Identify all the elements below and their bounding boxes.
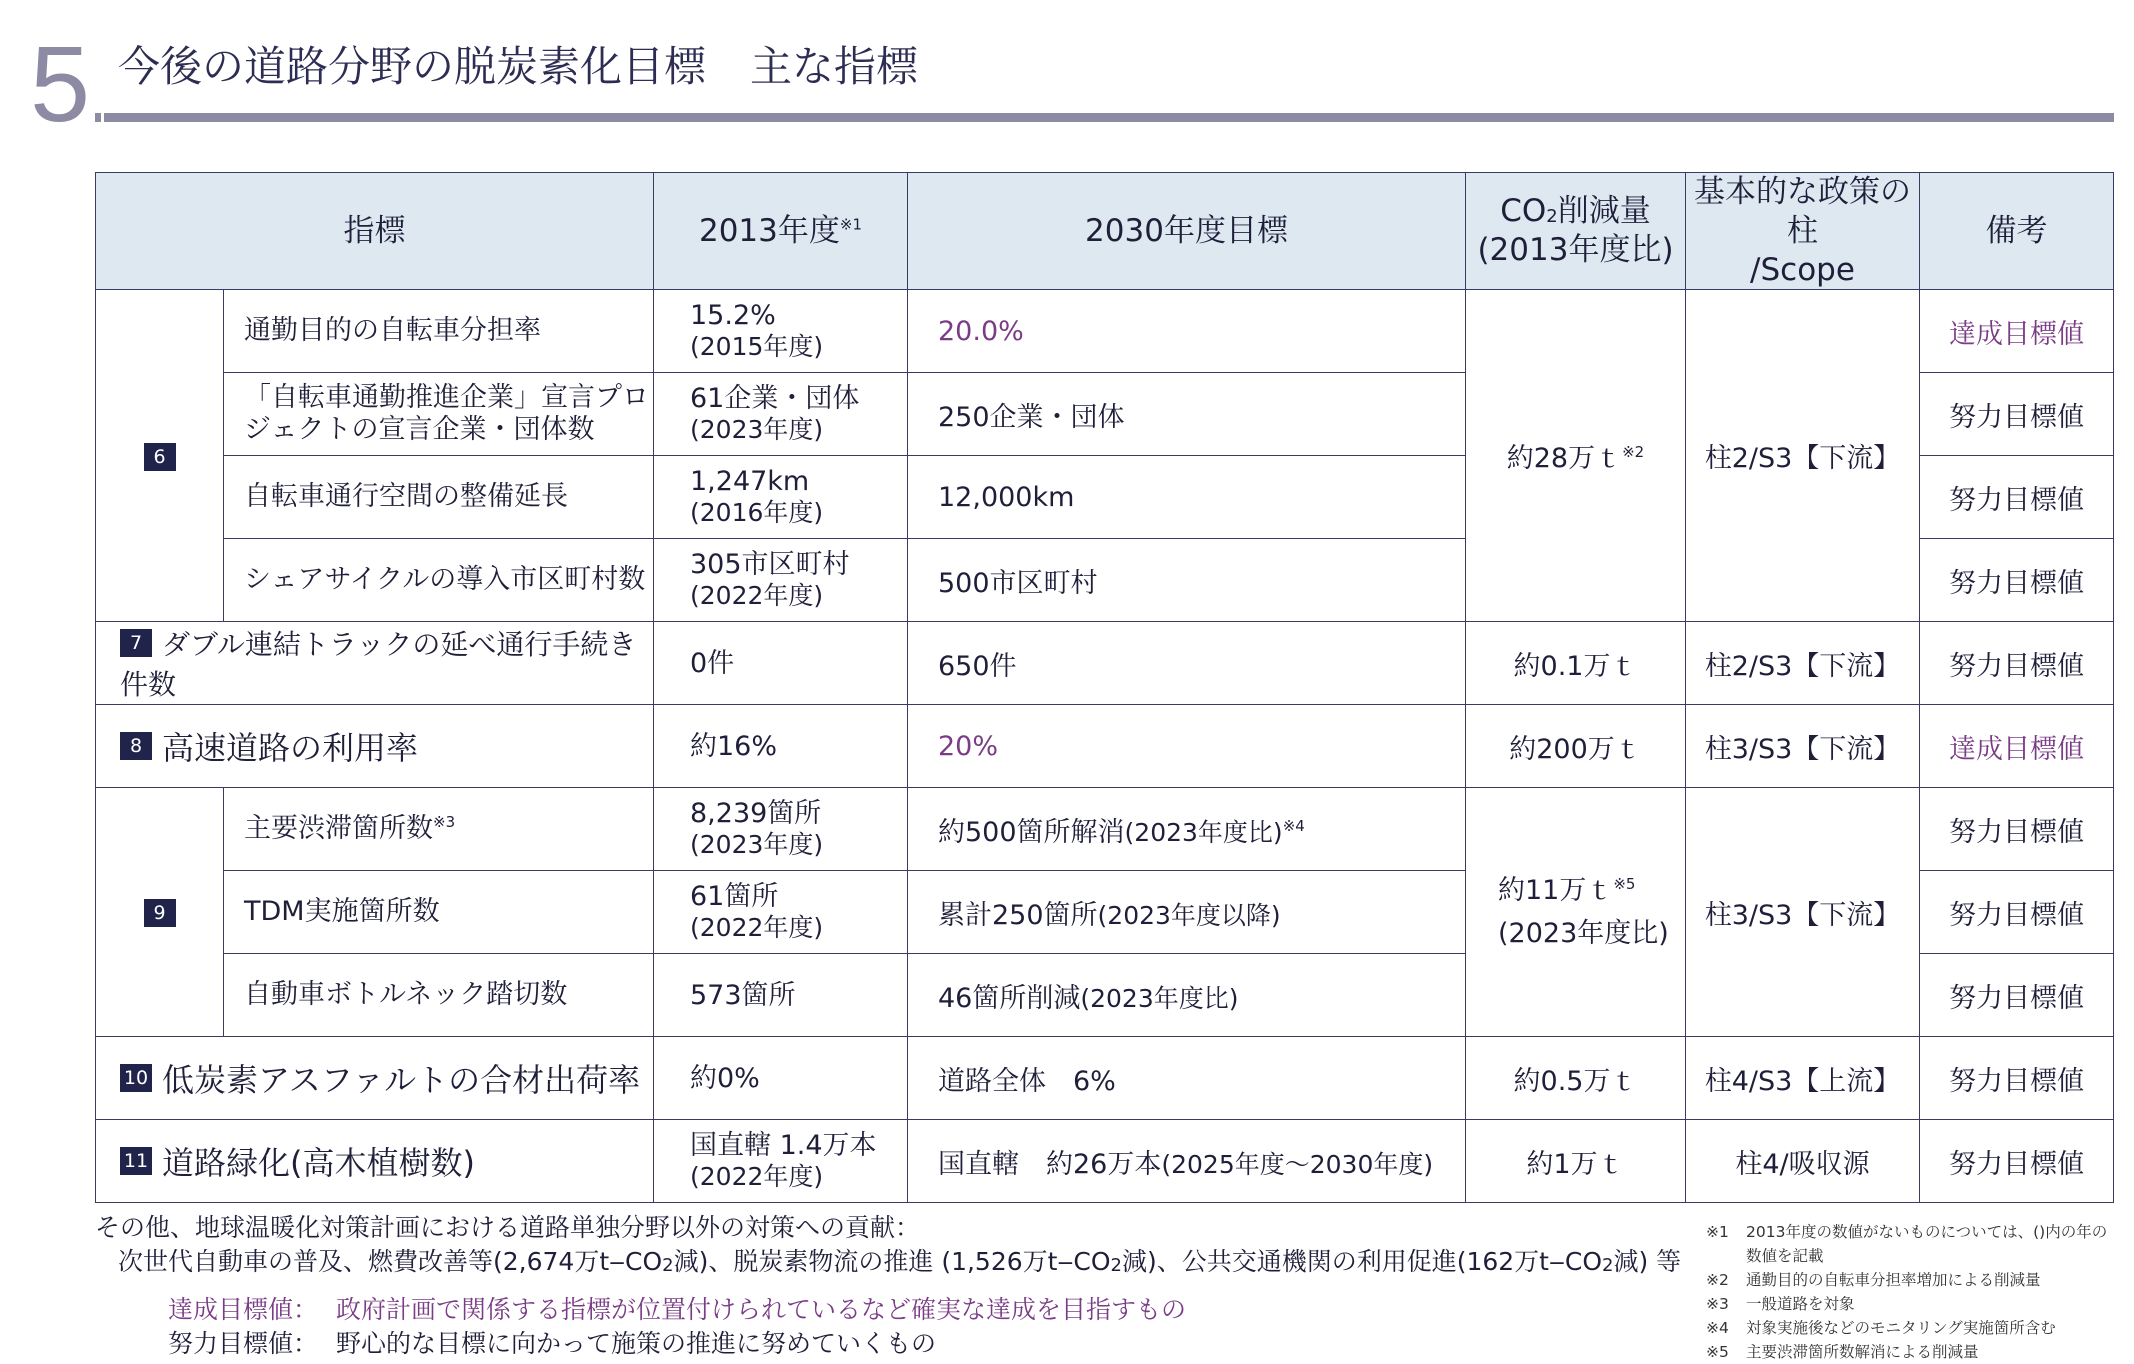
co2-value: 約11万ｔ: [1498, 875, 1614, 907]
note-cell: 努力目標値: [1920, 373, 2114, 456]
legend-achieve-label: 達成目標値：: [168, 1295, 319, 1324]
value-2013-year: (2023年度): [690, 415, 824, 445]
target-2030: [908, 954, 1466, 1037]
pillar-cell: 柱2/S3【下流】: [1686, 622, 1920, 705]
value-2013-year: (2022年度): [690, 913, 824, 943]
footnote-text: 主要渋滞箇所数解消による削減量: [1746, 1343, 1979, 1361]
target-2030: 20%: [908, 705, 1466, 788]
value-2013-main: 305市区町村: [690, 549, 850, 581]
footnotes: [1706, 1220, 2107, 1364]
pillar-cell: 柱4/S3【上流】: [1686, 1037, 1920, 1120]
table-row: [96, 1120, 2114, 1203]
target-2030: 650件: [908, 622, 1466, 705]
indicator-label: 「自転車通勤推進企業」宣言プロジェクトの宣言企業・団体数: [224, 373, 654, 456]
value-2013: [654, 1120, 908, 1203]
value-2013-main: 国直轄 1.4万本: [690, 1130, 877, 1162]
table-row: [96, 622, 2114, 705]
footnote-text: 一般道路を対象: [1746, 1295, 1855, 1313]
target-main: 国直轄 約26万本: [938, 1148, 1162, 1180]
indicator-label: シェアサイクルの導入市区町村数: [224, 539, 654, 622]
value-2013: [654, 539, 908, 622]
legend-achieve-text: 政府計画で関係する指標が位置付けられているなど確実な達成を目指すもの: [336, 1295, 1187, 1324]
rule-dot: [95, 113, 101, 122]
co2-base: (2023年度比): [1498, 918, 1669, 950]
value-2013: [654, 373, 908, 456]
table-row: [96, 290, 2114, 373]
footnote-key: ※3: [1706, 1295, 1729, 1313]
col-2030: 2030年度目標: [908, 173, 1466, 290]
co2-cell: 約0.1万ｔ: [1466, 622, 1686, 705]
col-pillar-label: 基本的な政策の柱: [1694, 174, 1911, 249]
indicator-text: 道路緑化(高木植樹数): [162, 1144, 475, 1183]
value-2013-main: 61企業・団体: [690, 383, 860, 415]
footnote-text: 2013年度の数値がないものについては、()内の年の: [1746, 1223, 2108, 1241]
table-row: [96, 788, 2114, 871]
indicator-text: 高速道路の利用率: [162, 729, 419, 768]
number-badge-9: 9: [144, 899, 176, 927]
target-paren: (2023年度比): [1080, 983, 1239, 1013]
indicator-label: 自動車ボトルネック踏切数: [224, 954, 654, 1037]
note-cell: 努力目標値: [1920, 871, 2114, 954]
value-2013-main: 61箇所: [690, 881, 779, 913]
co2-cell: 約200万ｔ: [1466, 705, 1686, 788]
target-main: 約500箇所解消: [938, 816, 1125, 848]
value-2013: 573箇所: [654, 954, 908, 1037]
value-2013: [654, 290, 908, 373]
value-2013: [654, 788, 908, 871]
footnote: [1706, 1244, 2107, 1268]
target-2030: 20.0%: [908, 290, 1466, 373]
title-sub: 主な指標: [750, 42, 919, 91]
indicator-label: 自転車通行空間の整備延長: [224, 456, 654, 539]
legend-effort-label: 努力目標値：: [168, 1329, 319, 1358]
table-row: [96, 1037, 2114, 1120]
footnote: [1706, 1292, 2107, 1316]
col-2013: [654, 173, 908, 290]
page-title: [118, 44, 918, 90]
legend-effort-text: 野心的な目標に向かって施策の推進に努めていくもの: [336, 1329, 937, 1358]
note-cell: 努力目標値: [1920, 1037, 2114, 1120]
col-pillar-scope: /Scope: [1750, 251, 1855, 288]
footer-line-1: その他、地球温暖化対策計画における道路単独分野以外の対策への貢献：: [95, 1213, 921, 1242]
target-2030: 250企業・団体: [908, 373, 1466, 456]
note-cell: 達成目標値: [1920, 705, 2114, 788]
target-sup: ※4: [1282, 816, 1305, 835]
footer-item-4: 減) 等: [1613, 1247, 1682, 1276]
col-2013-label: 2013年度: [698, 212, 840, 249]
co2-cell: 約0.5万ｔ: [1466, 1037, 1686, 1120]
note-cell: 達成目標値: [1920, 290, 2114, 373]
pillar-cell: 柱4/吸収源: [1686, 1120, 1920, 1203]
legend-effort: [168, 1324, 936, 1360]
footer-line-2: [118, 1242, 1681, 1278]
pillar-cell: 柱3/S3【下流】: [1686, 705, 1920, 788]
target-2030: 500市区町村: [908, 539, 1466, 622]
target-paren: (2023年度以降): [1097, 900, 1281, 930]
note-cell: 努力目標値: [1920, 954, 2114, 1037]
indicator-text: 主要渋滞箇所数: [244, 813, 433, 845]
pillar-cell-9: 柱3/S3【下流】: [1686, 788, 1920, 1037]
col-co2-co: CO: [1500, 193, 1547, 230]
col-co2-label: 削減量: [1557, 193, 1651, 230]
value-2013-year: (2015年度): [690, 332, 824, 362]
table-header-row: [96, 173, 2114, 290]
co2-sup: ※5: [1613, 875, 1636, 894]
footnote-key: ※2: [1706, 1271, 1729, 1289]
indicator-label-7: [96, 622, 654, 705]
footer-item-3: 減)、公共交通機関の利用促進(162万t‒CO: [1121, 1247, 1603, 1276]
col-2013-sup: ※1: [839, 215, 863, 234]
footnote: [1706, 1340, 2107, 1364]
col-co2: [1466, 173, 1686, 290]
value-2013-year: (2023年度): [690, 830, 824, 860]
indicator-text: ダブル連結トラックの延べ通行手続き件数: [120, 628, 637, 702]
value-2013: 約16%: [654, 705, 908, 788]
footnote-text: 対象実施後などのモニタリング実施箇所含む: [1746, 1319, 2056, 1337]
target-2030: 道路全体 6%: [908, 1037, 1466, 1120]
value-2013-year: (2016年度): [690, 498, 824, 528]
co2-cell: 約1万ｔ: [1466, 1120, 1686, 1203]
section-number: 5: [30, 23, 91, 144]
co2-value: 約28万ｔ: [1506, 443, 1623, 475]
note-cell: 努力目標値: [1920, 788, 2114, 871]
indicator-label-8: [96, 705, 654, 788]
number-badge-10: 10: [120, 1064, 152, 1092]
col-note: 備考: [1920, 173, 2114, 290]
footnote-key: ※4: [1706, 1319, 1729, 1337]
number-badge-11: 11: [120, 1147, 152, 1175]
value-2013-main: 15.2%: [690, 300, 776, 332]
col-pillar: [1686, 173, 1920, 290]
note-cell: 努力目標値: [1920, 622, 2114, 705]
indicator-label: 通勤目的の自転車分担率: [224, 290, 654, 373]
note-cell: 努力目標値: [1920, 539, 2114, 622]
co2-cell-6: [1466, 290, 1686, 622]
indicator-label-10: [96, 1037, 654, 1120]
target-paren: (2025年度～2030年度): [1161, 1149, 1434, 1179]
number-badge-8: 8: [120, 732, 152, 760]
footer-sub-1: 2: [662, 1255, 674, 1276]
col-co2-sub: 2: [1546, 206, 1558, 228]
footnote: [1706, 1316, 2107, 1340]
target-2030: [908, 788, 1466, 871]
value-2013: 約0%: [654, 1037, 908, 1120]
col-indicator: 指標: [96, 173, 654, 290]
target-main: 46箇所削減: [938, 982, 1081, 1014]
title-rule: [104, 113, 2114, 122]
indicator-label-11: [96, 1120, 654, 1203]
value-2013-year: (2022年度): [690, 581, 824, 611]
footer-item-2: 減)、脱炭素物流の推進 (1,526万t‒CO: [673, 1247, 1111, 1276]
target-main: 累計250箇所: [938, 899, 1098, 931]
value-2013-main: 8,239箇所: [690, 798, 822, 830]
table-row: [96, 705, 2114, 788]
value-2013-year: (2022年度): [690, 1162, 824, 1192]
footer-item-1: 次世代自動車の普及、燃費改善等(2,674万t‒CO: [118, 1247, 663, 1276]
indicator-text: 低炭素アスファルトの合材出荷率: [162, 1061, 641, 1100]
group-9-cell: [96, 788, 224, 1037]
number-badge-7: 7: [120, 629, 152, 657]
pillar-cell-6: 柱2/S3【下流】: [1686, 290, 1920, 622]
indicator-sup: ※3: [433, 813, 456, 832]
value-2013: 0件: [654, 622, 908, 705]
indicator-label: [224, 788, 654, 871]
footnote: [1706, 1220, 2107, 1244]
legend-achieve: [168, 1290, 1186, 1326]
value-2013: [654, 871, 908, 954]
footnote-key: ※5: [1706, 1343, 1729, 1361]
footnote-key: ※1: [1706, 1223, 1729, 1241]
value-2013-main: 1,247km: [690, 466, 810, 498]
footer-sub-3: 2: [1602, 1255, 1614, 1276]
target-2030: [908, 871, 1466, 954]
value-2013: [654, 456, 908, 539]
indicator-label: TDM実施箇所数: [224, 871, 654, 954]
number-badge-6: 6: [144, 443, 176, 471]
footnote-text: 通勤目的の自転車分担率増加による削減量: [1746, 1271, 2041, 1289]
co2-sup: ※2: [1622, 443, 1645, 462]
target-paren: (2023年度比): [1124, 817, 1283, 847]
note-cell: 努力目標値: [1920, 1120, 2114, 1203]
note-cell: 努力目標値: [1920, 456, 2114, 539]
footnote: [1706, 1268, 2107, 1292]
indicator-table: [95, 172, 2114, 1203]
col-co2-base: (2013年度比): [1477, 232, 1674, 269]
target-2030: [908, 1120, 1466, 1203]
co2-cell-9: [1466, 788, 1686, 1037]
target-2030: 12,000km: [908, 456, 1466, 539]
title-main: 今後の道路分野の脱炭素化目標: [118, 42, 707, 91]
group-6-cell: [96, 290, 224, 622]
footnote-text: 数値を記載: [1746, 1247, 1824, 1265]
footer-sub-2: 2: [1110, 1255, 1122, 1276]
